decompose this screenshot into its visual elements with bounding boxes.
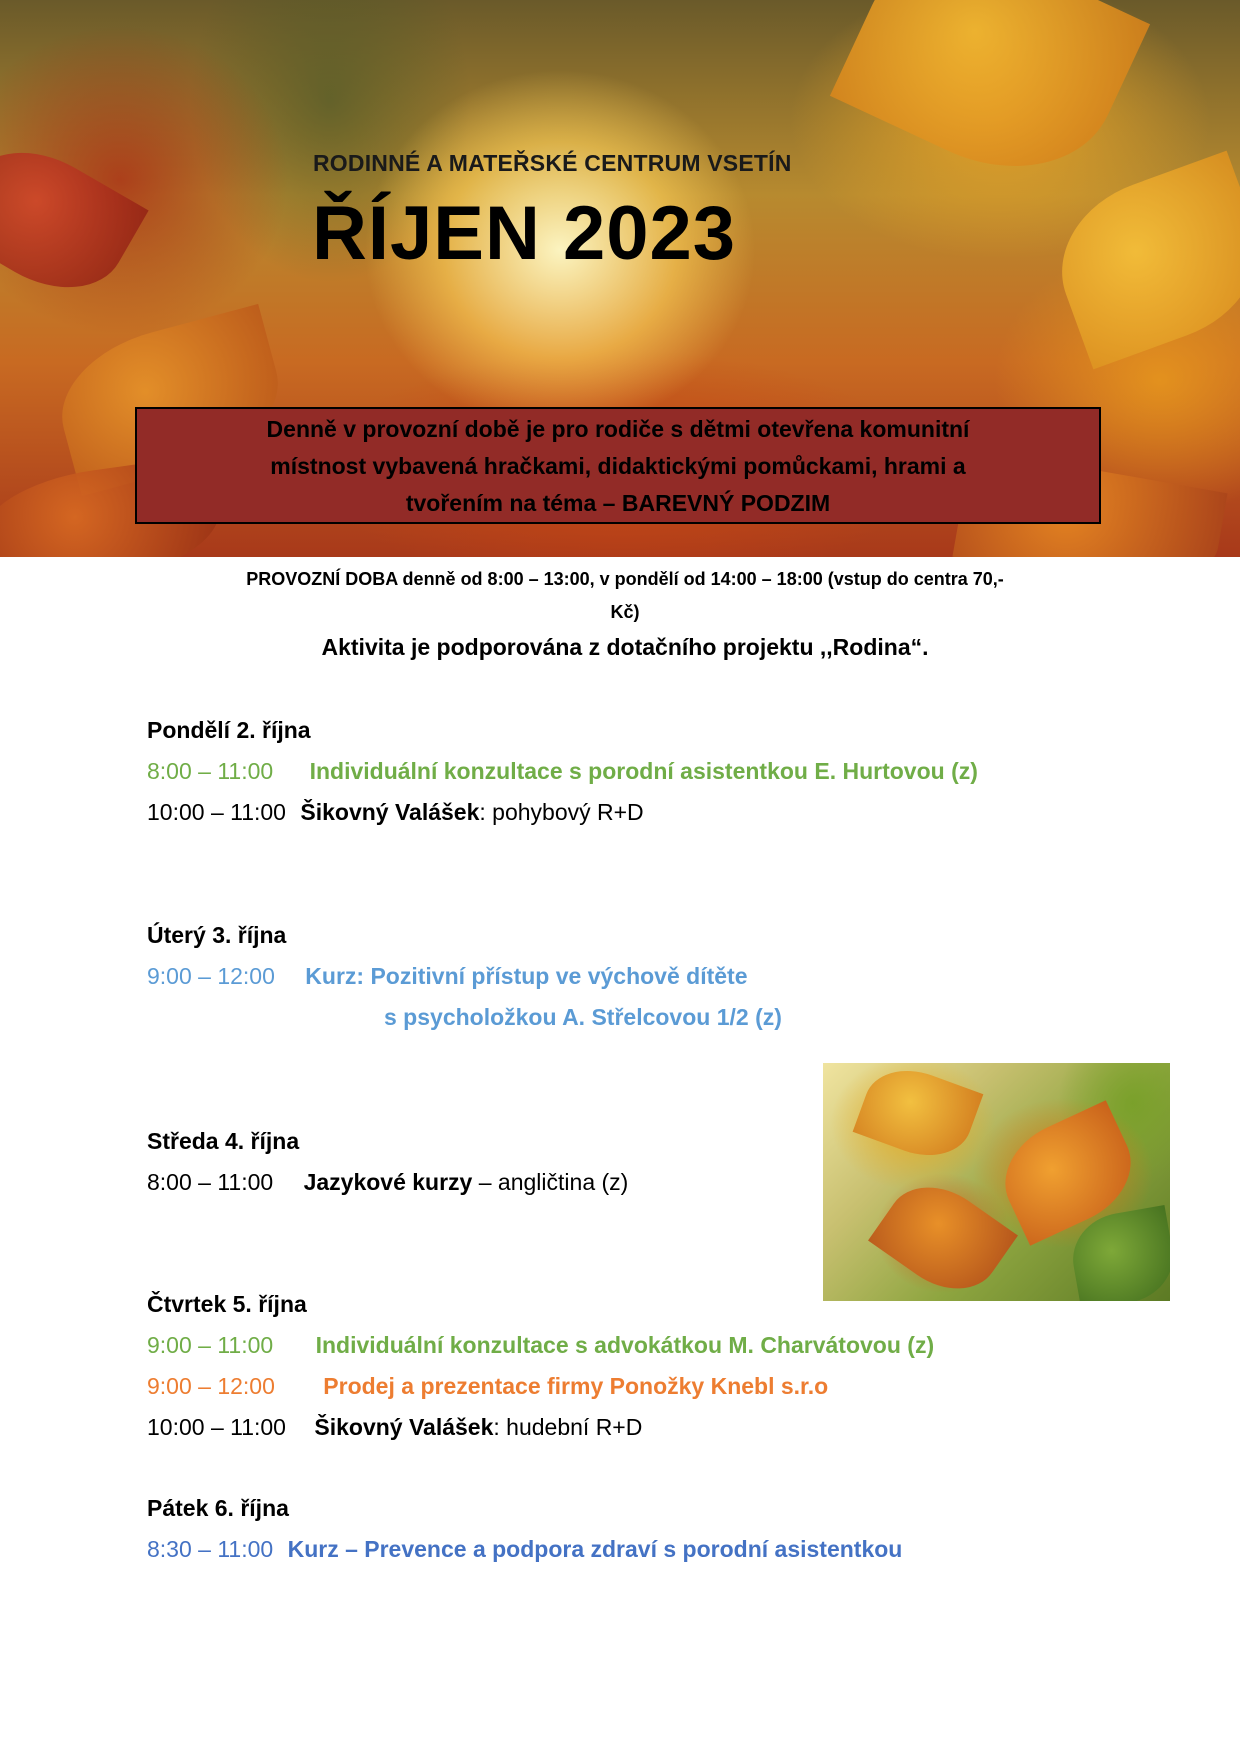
leaf-decoration bbox=[1039, 151, 1240, 370]
event-row bbox=[147, 1373, 828, 1400]
event-title: Šikovný Valášek bbox=[314, 1414, 494, 1440]
event-row bbox=[147, 1169, 628, 1196]
event-title-continuation: s psycholožkou A. Střelcovou 1/2 (z) bbox=[384, 1004, 782, 1030]
opening-hours-line: Kč) bbox=[610, 602, 640, 622]
opening-hours-line: PROVOZNÍ DOBA denně od 8:00 – 13:00, v pondělí od 14:00 – 18:00 (vstup do centra 70,- bbox=[246, 569, 1004, 589]
event-time: 9:00 – 12:00 bbox=[147, 963, 275, 989]
event-title: Kurz: Pozitivní přístup ve výchově dítěte bbox=[305, 963, 748, 989]
event-title: Prodej a prezentace firmy Ponožky Knebl s.r.o bbox=[323, 1373, 829, 1399]
leaf-decoration bbox=[0, 126, 149, 315]
notice-line: tvořením na téma – BAREVNÝ PODZIM bbox=[405, 490, 831, 516]
leaf-decoration bbox=[868, 1167, 1018, 1301]
day-heading-friday: Pátek 6. října bbox=[147, 1495, 289, 1521]
event-title: Šikovný Valášek bbox=[300, 799, 480, 825]
day-heading-wednesday: Středa 4. října bbox=[147, 1128, 300, 1154]
page-title: ŘÍJEN 2023 bbox=[312, 191, 737, 276]
event-title: Kurz – Prevence a podpora zdraví s porodní asistentkou bbox=[287, 1536, 903, 1562]
event-detail: : pohybový R+D bbox=[479, 799, 644, 825]
autumn-leaves-photo bbox=[823, 1063, 1170, 1301]
event-time: 8:00 – 11:00 bbox=[147, 1169, 274, 1195]
funding-note: Aktivita je podporována z dotačního projektu ,,Rodina“. bbox=[321, 634, 929, 660]
event-title: Individuální konzultace s porodní asistentkou E. Hurtovou (z) bbox=[309, 758, 978, 784]
event-title: Individuální konzultace s advokátkou M. Charvátovou (z) bbox=[315, 1332, 935, 1358]
event-time: 8:00 – 11:00 bbox=[147, 758, 274, 784]
event-row bbox=[147, 758, 978, 785]
leaf-decoration bbox=[830, 0, 1150, 206]
event-row bbox=[147, 1414, 642, 1441]
organization-name: RODINNÉ A MATEŘSKÉ CENTRUM VSETÍN bbox=[313, 150, 792, 176]
event-detail: : hudební R+D bbox=[493, 1414, 643, 1440]
event-time: 10:00 – 11:00 bbox=[147, 799, 286, 825]
day-heading-tuesday: Úterý 3. října bbox=[147, 922, 287, 948]
event-time: 9:00 – 12:00 bbox=[147, 1373, 275, 1399]
event-detail: – angličtina (z) bbox=[472, 1169, 629, 1195]
notice-line: Denně v provozní době je pro rodiče s dětmi otevřena komunitní bbox=[266, 416, 970, 442]
event-row bbox=[147, 1332, 934, 1359]
event-time: 8:30 – 11:00 bbox=[147, 1536, 274, 1562]
event-row bbox=[147, 963, 748, 990]
day-heading-thursday: Čtvrtek 5. října bbox=[147, 1291, 307, 1317]
day-heading-monday: Pondělí 2. října bbox=[147, 717, 311, 743]
opening-hours bbox=[140, 563, 1110, 629]
notice-line: místnost vybavená hračkami, didaktickými pomůckami, hrami a bbox=[270, 453, 966, 479]
event-time: 9:00 – 11:00 bbox=[147, 1332, 274, 1358]
autumn-header-photo bbox=[0, 0, 1240, 557]
event-title: Jazykové kurzy bbox=[303, 1169, 473, 1195]
leaf-decoration bbox=[853, 1063, 984, 1169]
event-row bbox=[147, 799, 644, 826]
event-row bbox=[147, 1536, 902, 1563]
event-time: 10:00 – 11:00 bbox=[147, 1414, 286, 1440]
community-room-notice bbox=[135, 407, 1101, 524]
